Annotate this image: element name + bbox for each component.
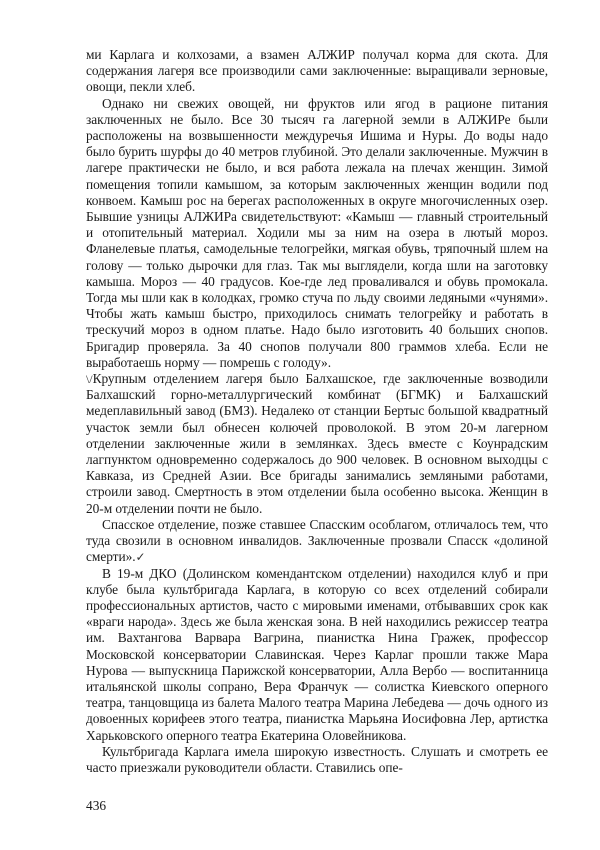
paragraph-balkhash <box>86 371 548 517</box>
handwritten-close-mark: ✓ <box>135 550 146 565</box>
paragraph-culture-brigade: В 19-м ДКО (Долинском комендантском отделении) находился клуб и при клубе была культбригада Карлага, в которую со всех отделений собирали профессиональных артистов, часто с мировыми именами, отбывавших срок как «враги народа». Здесь же была женская зона. В ней находились режиссер театра им. Вахтангова Варвара Вагрина, пианистка Нина Гражек, профессор Московской консерватории Славинская. Через Карлаг прошли также Мара Нурова — выпускница Парижской консерватории, Алла Вербо — воспитанница итальянской школы сопрано, Вера Франчук — солистка Киевского оперного театра, танцовщица из балета Малого театра Марина Лебедева — дочь одного из довоенных корифеев этого театра, пианистка Марьяна Иосифовна Лер, артистка Харьковского оперного театра Екатерина Оловейникова. <box>86 565 548 743</box>
body-text <box>86 47 548 776</box>
paragraph-reed-harvest: Однако ни свежих овощей, ни фруктов или ягод в рационе питания заключенных не было. Все 30 тысяч га лагерной земли в АЛЖИРе были расположены на возвышенности междуречья Ишима и Нуры. До воды надо было бурить шурфы до 40 метров глубиной. Это делали заключенные. Мужчин в лагере практически не было, и вся работа лежала на плечах женщин. Зимой помещения топили камышом, за которым заключенных женщин водили под конвоем. Камыш рос на берегах расположенных в округе многочисленных озер. Бывшие узницы АЛЖИРа свидетельствуют: «Камыш — главный строительный и отопительный материал. Ходили мы за ним на озера в лютый мороз. Фланелевые платья, самодельные телогрейки, мягкая обувь, тряпочный шлем на голову — только дырочки для глаз. Так мы выглядели, когда шли на заготовку камыша. Мороз — 40 градусов. Кое-где лед проваливался и обувь промокала. Тогда мы шли как в колодках, громко стуча по льду своими ледяными «чунями». Чтобы жать камыш быстро, приходилось снимать телогрейку и работать в трескучий мороз в одном платье. Надо было изготовить 40 больших снопов. Бригадир проверяла. За 40 снопов получали 800 граммов хлеба. Если не выработаешь норму — помрешь с голоду». <box>86 95 548 370</box>
paragraph-balkhash-text: Крупным отделением лагеря было Балхашское, где заключенные возводили Балхашский горно-металлургический комбинат (БГМК) и Балхашский медеплавильный завод (БМЗ). Недалеко от станции Бертыс большой квадратный участок земли был обнесен колючей проволокой. В этом 20-м лагерном отделении заключенные жили в землянках. Здесь вместе с Коунрадским лагпунктом одновременно содержалось до 900 человек. В основном выходцы с Кавказа, из Средней Азии. Все бригады занимались земляными работами, строили завод. Смертность в этом отделении была особенно высока. Женщин в 20-м отделении почти не было. <box>86 371 548 516</box>
paragraph-spassk <box>86 517 548 566</box>
handwritten-open-mark: \/ <box>86 372 93 387</box>
paragraph-final: Культбригада Карлага имела широкую известность. Слушать и смотреть ее часто приезжали руководители области. Ставились опе- <box>86 743 548 775</box>
paragraph-spassk-text: Спасское отделение, позже ставшее Спасским особлагом, отличалось тем, что туда свозили в основном инвалидов. Заключенные прозвали Спасск «долиной смерти». <box>86 516 548 565</box>
paragraph-continuation: ми Карлага и колхозами, а взамен АЛЖИР получал корма для скота. Для содержания лагеря все производили сами заключенные: выращивали зерновые, овощи, пекли хлеб. <box>86 47 548 95</box>
page-number: 436 <box>86 798 107 813</box>
